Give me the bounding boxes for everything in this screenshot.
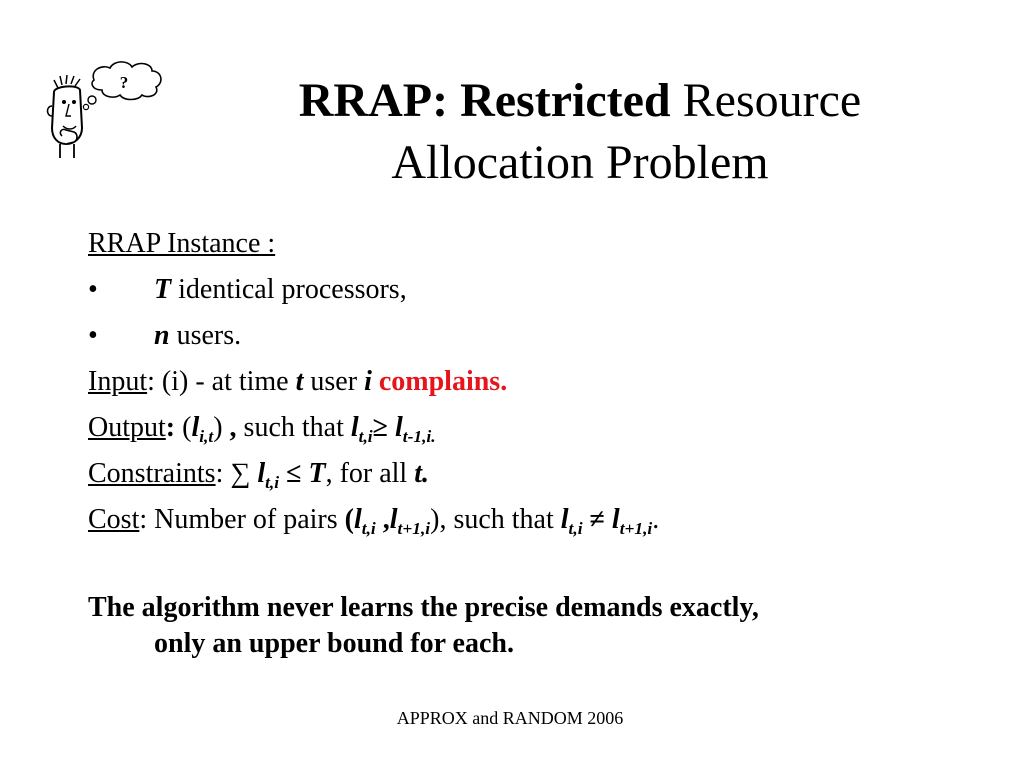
title-line-2: Allocation Problem [391,136,769,189]
input-label: Input [88,366,148,397]
title-rest: Resource [682,74,862,127]
bullet-text: identical processors, [178,274,407,305]
input-line: Input: (i) - at time t user i complains. [88,366,508,397]
constraints-line: Constraints: ∑ $l_{t,i} \le T$, for all t. [88,458,429,493]
bullet-dot: • [88,274,98,305]
conclusion-statement [88,590,968,662]
output-line: Output: $(l_{i,t})$ , such that $l_{t,i}\ge l_{t-1,i.}$ [88,412,436,447]
var-T: T [154,274,172,305]
constraints-label: Constraints [88,458,216,489]
output-label: Output [88,412,166,443]
cost-label: Cost [88,504,140,535]
cost-line: Cost: Number of pairs ($l_{t,i}$ $,l_{t+1,i}$), such that $l_{t,i} \ne l_{t+1,i}$. [88,504,660,539]
conclusion-line-2: only an upper bound for each. [154,628,514,659]
instance-heading: RRAP Instance : [88,228,276,259]
complains-highlight: complains. [378,366,508,397]
title-bold-part: RRAP: Restricted [298,74,671,127]
bullet-text: users. [176,320,242,351]
var-n: n [154,320,170,351]
bullet-item [88,320,688,360]
bullet-dot: • [88,320,98,351]
bubble-question-mark: ? [119,73,129,92]
slide-footer: APPROX and RANDOM 2006 [396,708,624,728]
bullet-item [88,274,688,314]
title-line-1 [150,70,1010,132]
slide-title [150,70,1010,194]
conclusion-line-1: The algorithm never learns the precise demands exactly, [88,592,759,623]
